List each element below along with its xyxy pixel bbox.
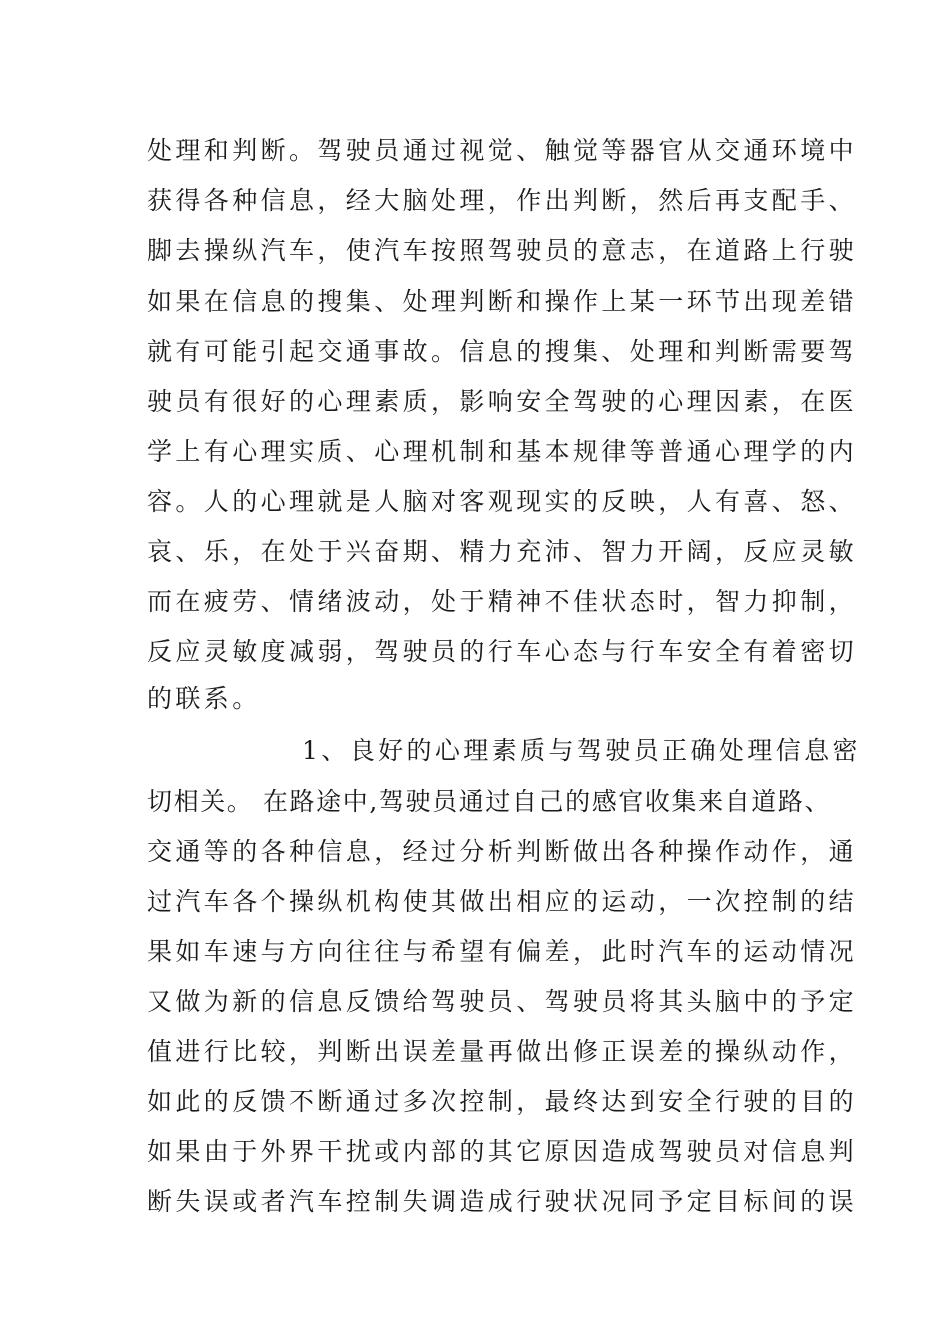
text-line: 过汽车各个操纵机构使其做出相应的运动，一次控制的结 xyxy=(147,887,858,916)
text-line: 哀、乐，在处于兴奋期、精力充沛、智力开阔，反应灵敏 xyxy=(147,537,858,566)
text-line: 的联系。 xyxy=(147,684,261,713)
section-heading-line: 1、良好的心理素质与驾驶员正确处理信息密 xyxy=(302,736,861,765)
text-line: 脚去操纵汽车，使汽车按照驾驶员的意志，在道路上行驶 xyxy=(147,236,858,265)
text-line: 就有可能引起交通事故。信息的搜集、处理和判断需要驾 xyxy=(147,337,858,366)
text-line: 获得各种信息，经大脑处理，作出判断，然后再支配手、 xyxy=(147,186,858,215)
text-line: 又做为新的信息反馈给驾驶员、驾驶员将其头脑中的予定 xyxy=(147,987,858,1016)
text-line: 如果由于外界干扰或内部的其它原因造成驾驶员对信息判 xyxy=(147,1137,858,1166)
text-line: 交通等的各种信息，经过分析判断做出各种操作动作，通 xyxy=(147,837,858,866)
text-line: 断失误或者汽车控制失调造成行驶状况同予定目标间的误 xyxy=(147,1187,858,1216)
text-line: 学上有心理实质、心理机制和基本规律等普通心理学的内 xyxy=(147,437,858,466)
text-line: 处理和判断。驾驶员通过视觉、触觉等器官从交通环境中 xyxy=(147,136,858,165)
text-line: 驶员有很好的心理素质，影响安全驾驶的心理因素，在医 xyxy=(147,387,858,416)
text-line: 如果在信息的搜集、处理判断和操作上某一环节出现差错 xyxy=(147,287,858,316)
text-line: 反应灵敏度减弱，驾驶员的行车心态与行车安全有着密切 xyxy=(147,637,858,666)
text-line: 切相关。 在路途中,驾驶员通过自己的感官收集来自道路、 xyxy=(147,787,832,816)
text-line: 值进行比较，判断出误差量再做出修正误差的操纵动作， xyxy=(147,1037,858,1066)
text-line: 容。人的心理就是人脑对客观现实的反映，人有喜、怒、 xyxy=(147,487,858,516)
text-line: 而在疲劳、情绪波动，处于精神不佳状态时，智力抑制， xyxy=(147,587,858,616)
text-line: 果如车速与方向往往与希望有偏差，此时汽车的运动情况 xyxy=(147,937,858,966)
text-line: 如此的反馈不断通过多次控制，最终达到安全行驶的目的 xyxy=(147,1087,858,1116)
